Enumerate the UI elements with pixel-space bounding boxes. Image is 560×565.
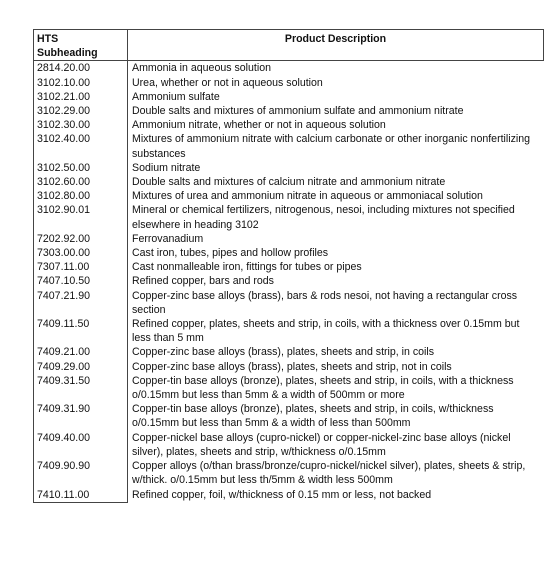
hts-code-cell: 7303.00.00	[34, 246, 128, 260]
table-row	[34, 189, 544, 203]
table-row	[34, 317, 544, 345]
hts-code-cell: 3102.60.00	[34, 175, 128, 189]
hts-code-cell: 2814.20.00	[34, 61, 128, 76]
header-hts-subheading	[34, 30, 128, 61]
table-row	[34, 488, 544, 503]
header-hts-label: HTS	[37, 33, 59, 45]
product-description-cell: Ammonium sulfate	[132, 90, 220, 103]
hts-code-cell: 3102.29.00	[34, 104, 128, 118]
table-row	[34, 345, 544, 359]
table-row	[34, 246, 544, 260]
table-header	[34, 30, 544, 61]
hts-code-cell: 7307.11.00	[34, 260, 128, 274]
hts-code-cell: 7409.21.00	[34, 345, 128, 359]
table-row	[34, 431, 544, 459]
product-description-cell: Mineral or chemical fertilizers, nitrogenous, nesoi, including mixtures not specified elsewhere in heading 3102	[132, 204, 515, 231]
product-description-cell: Urea, whether or not in aqueous solution	[132, 76, 323, 89]
table-body	[34, 61, 544, 502]
table-row	[34, 459, 544, 487]
table-row	[34, 260, 544, 274]
header-subheading-label: Subheading	[37, 47, 98, 60]
table-row	[34, 402, 544, 430]
product-description-cell: Mixtures of urea and ammonium nitrate in aqueous or ammoniacal solution	[132, 190, 483, 203]
hts-code-cell: 3102.80.00	[34, 189, 128, 203]
table-row	[34, 232, 544, 246]
hts-code-cell: 7409.31.50	[34, 374, 128, 402]
product-description-cell: Cast nonmalleable iron, fittings for tubes or pipes	[132, 261, 362, 274]
hts-table	[33, 29, 544, 503]
product-description-cell: Refined copper, plates, sheets and strip, in coils, with a thickness over 0.15mm but less than 5 mm	[132, 318, 520, 345]
hts-code-cell: 7410.11.00	[34, 488, 128, 503]
hts-code-cell: 7407.10.50	[34, 274, 128, 288]
hts-code-cell: 7407.21.90	[34, 289, 128, 317]
table-row	[34, 360, 544, 374]
hts-code-cell: 3102.10.00	[34, 76, 128, 90]
table-row	[34, 76, 544, 90]
table-row	[34, 289, 544, 317]
hts-code-cell: 3102.21.00	[34, 90, 128, 104]
table-row	[34, 274, 544, 288]
table-row	[34, 161, 544, 175]
product-description-cell: Cast iron, tubes, pipes and hollow profiles	[132, 247, 329, 260]
header-row	[34, 30, 544, 61]
product-description-cell: Ferrovanadium	[132, 232, 204, 245]
product-description-cell: Refined copper, foil, w/thickness of 0.15 mm or less, not backed	[132, 488, 432, 501]
product-description-cell: Copper-tin base alloys (bronze), plates, sheets and strip, in coils, w/thickness o/0.15mm but less than 5mm & a width of less than 500mm	[132, 403, 494, 430]
product-description-cell: Refined copper, bars and rods	[132, 275, 274, 288]
product-description-cell: Copper alloys (o/than brass/bronze/cupro-nickel/nickel silver), plates, sheets & strip, w/thick. o/0.15mm but less th/5mm & width less 500mm	[132, 460, 526, 487]
table-row	[34, 61, 544, 76]
product-description-cell: Copper-zinc base alloys (brass), plates, sheets and strip, not in coils	[132, 360, 452, 373]
hts-code-cell: 7409.29.00	[34, 360, 128, 374]
product-description-cell: Double salts and mixtures of calcium nitrate and ammonium nitrate	[132, 176, 446, 189]
table-row	[34, 132, 544, 160]
hts-code-cell: 7409.40.00	[34, 431, 128, 459]
hts-code-cell: 3102.30.00	[34, 118, 128, 132]
hts-code-cell: 7409.90.90	[34, 459, 128, 487]
hts-code-cell: 7409.11.50	[34, 317, 128, 345]
header-product-description: Product Description	[128, 30, 544, 61]
product-description-cell: Copper-zinc base alloys (brass), plates, sheets and strip, in coils	[132, 346, 435, 359]
product-description-cell: Copper-tin base alloys (bronze), plates, sheets and strip, in coils, with a thickness o/0.15mm but less than 5mm & a width of 500mm or more	[132, 374, 514, 402]
hts-code-cell: 3102.40.00	[34, 132, 128, 160]
hts-code-cell: 7202.92.00	[34, 232, 128, 246]
product-description-cell: Mixtures of ammonium nitrate with calcium carbonate or other inorganic nonfertilizing substances	[132, 133, 531, 160]
product-description-cell: Copper-zinc base alloys (brass), bars & rods nesoi, not having a rectangular cross section	[132, 289, 518, 316]
product-description-cell: Ammonia in aqueous solution	[132, 62, 271, 75]
product-description-cell: Copper-nickel base alloys (cupro-nickel) or copper-nickel-zinc base alloys (nickel silver), plates, sheets and strip, w/thickness o/0.15mm	[132, 431, 511, 458]
table-row	[34, 90, 544, 104]
table-row	[34, 374, 544, 402]
product-description-cell: Ammonium nitrate, whether or not in aqueous solution	[132, 119, 386, 132]
product-description-cell: Sodium nitrate	[132, 161, 201, 174]
table-row	[34, 118, 544, 132]
product-description-cell: Double salts and mixtures of ammonium sulfate and ammonium nitrate	[132, 105, 464, 118]
table-row	[34, 175, 544, 189]
table-row	[34, 104, 544, 118]
hts-code-cell: 3102.50.00	[34, 161, 128, 175]
table-row	[34, 203, 544, 231]
hts-code-cell: 7409.31.90	[34, 402, 128, 430]
hts-code-cell: 3102.90.01	[34, 203, 128, 231]
